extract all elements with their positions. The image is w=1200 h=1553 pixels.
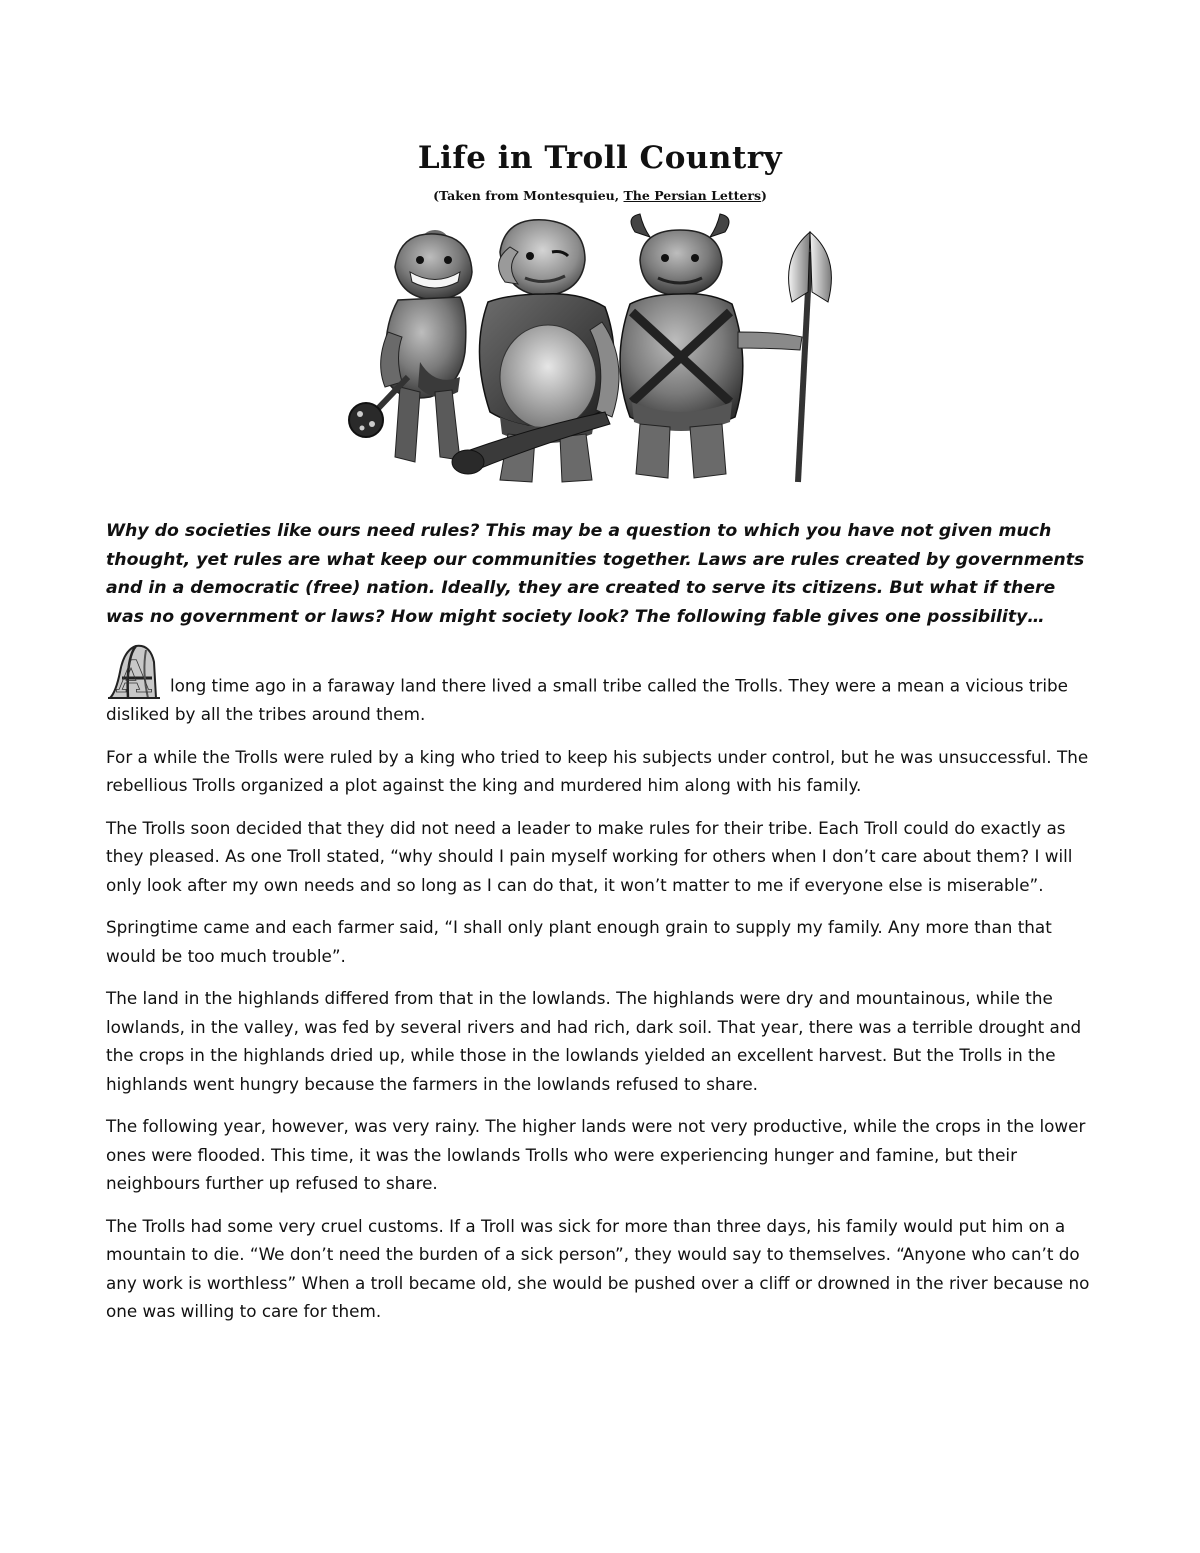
citation-prefix: (Taken from Montesquieu, bbox=[433, 188, 620, 203]
middle-troll bbox=[452, 220, 619, 482]
page-title: Life in Troll Country bbox=[417, 140, 783, 176]
left-troll bbox=[349, 230, 472, 462]
trolls-illustration bbox=[340, 212, 840, 486]
fable-paragraph-6: The following year, however, was very rainy. The higher lands were not very productive, while the crops in the lower ones were flooded. This time, it was the lowlands Trolls who were experiencing hunger and famine, but their neighbours further up refused to share. bbox=[106, 1116, 1086, 1193]
fable-paragraph-1-text: long time ago in a faraway land there lived a small tribe called the Trolls. They were a mean a vicious tribe disliked by all the tribes around them. bbox=[106, 675, 1068, 724]
fable-paragraph-3: The Trolls soon decided that they did not need a leader to make rules for their tribe. Each Troll could do exactly as they pleased. As one Troll stated, “why should I pain myself working for others when I don’t care about them? I will only look after my own needs and so long as I can do that, it won’t matter to me if everyone else is miserable”. bbox=[106, 817, 1073, 895]
citation-book-title: The Persian Letters bbox=[623, 188, 761, 203]
fable-paragraph-2: For a while the Trolls were ruled by a king who tried to keep his subjects under control, but he was unsuccessful. The rebellious Trolls organized a plot against the king and murdered him along with his family. bbox=[106, 746, 1089, 795]
fable-paragraph-1 bbox=[106, 640, 1098, 729]
fable-paragraph-5: The land in the highlands differed from that in the lowlands. The highlands were dry and mountainous, while the lowlands, in the valley, was fed by several rivers and had rich, dark soil. That year, there was a terrible drought and the crops in the highlands dried up, while those in the lowlands yielded an excellent harvest. But the Trolls in the highlands went hungry because the farmers in the lowlands refused to share. bbox=[106, 988, 1082, 1094]
dropcap-glyph: A bbox=[116, 652, 152, 702]
citation-suffix: ) bbox=[761, 188, 767, 203]
fable-paragraph-4: Springtime came and each farmer said, “I shall only plant enough grain to supply my family. Any more than that would be too much trouble”. bbox=[106, 917, 1052, 966]
source-citation bbox=[0, 188, 1200, 203]
fable-paragraph-7: The Trolls had some very cruel customs. If a Troll was sick for more than three days, his family would put him on a mountain to die. “We don’t need the burden of a sick person”, they would say to themselves. “Anyone who can’t do any work is worthless” When a troll became old, she would be pushed over a cliff or drowned in the river because no one was willing to care for them. bbox=[106, 1215, 1090, 1321]
fable-body bbox=[106, 640, 1098, 1340]
intro-paragraph: Why do societies like ours need rules? This may be a question to which you have not given much thought, yet rules are what keep our communities together. Laws are rules created by governments and in a democratic (free) nation. Ideally, they are created to serve its citizens. But what if there was no government or laws? How might society look? The following fable gives one possibility… bbox=[106, 521, 1085, 627]
right-troll bbox=[620, 214, 831, 482]
dropcap-letter-a bbox=[106, 642, 162, 702]
